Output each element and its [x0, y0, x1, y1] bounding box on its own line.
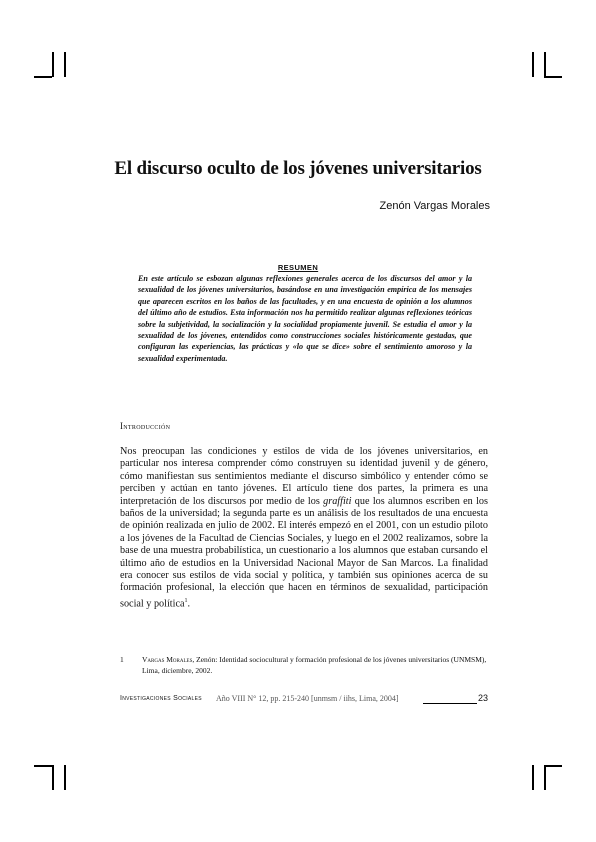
- crop-mark-bottom-left-v: [52, 765, 54, 790]
- crop-mark-bottom-left-v2: [64, 765, 66, 790]
- journal-citation: Año VIII N° 12, pp. 215-240 [unmsm / iihs, Lima, 2004]: [216, 694, 399, 703]
- crop-mark-bottom-right-h: [544, 765, 562, 767]
- abstract-text: En este artículo se esbozan algunas reflexiones generales acerca de los discursos del amor y la sexualidad de los jóvenes universitarios, basándose en una investigación empírica de los mensajes que aparecen escritos en los baños de las facultades, y en una encuesta de opinión a los alumnos del último año de estudios. Esta información nos ha permitido realizar algunas reflexiones teóricas sobre la subjetividad, la socialización y la socialidad propiamente juvenil. Se estudia el amor y la sexualidad de los jóvenes, entendidos como construcciones sociales históricamente gestadas, que configuran las experiencias, las prácticas y «lo que se dice» sobre el sentimiento amoroso y la sexualidad experimentada.: [138, 274, 472, 363]
- article-title: El discurso oculto de los jóvenes universitarios: [114, 158, 482, 179]
- footnote: [120, 655, 490, 676]
- abstract-heading: RESUMEN: [277, 263, 319, 272]
- body-text-continued: que los alumnos escriben en los baños de la universidad; la segunda parte es un análisis de los resultados de una encuesta de opinión realizada en julio de 2002. El interés empezó en el 2001, con un estudio piloto a los jóvenes de la Facultad de Ciencias Sociales, y luego en el 2002 realizamos, sobre la base de una muestra probabilística, un cuestionario a los alumnos que estaban cursando el último año de estudios en la Universidad Nacional Mayor de San Marcos. La finalidad era conocer sus estilos de vida social y política, y también sus opiniones acerca de su formación profesional, la elección que hacen en términos de sexualidad, participación social y política: [120, 495, 488, 610]
- crop-mark-bottom-left-h: [34, 765, 52, 767]
- article-author: Zenón Vargas Morales: [379, 200, 490, 212]
- footnote-body: , Zenón: Identidad sociocultural y formación profesional de los jóvenes universitarios (UNMSM), Lima, diciembre, 2002.: [142, 655, 487, 675]
- footnote-number: 1: [120, 655, 124, 664]
- crop-mark-top-right-h: [544, 76, 562, 78]
- crop-mark-top-left-h: [34, 76, 52, 78]
- crop-mark-bottom-right-v2: [544, 765, 546, 790]
- page-footer: [120, 693, 488, 707]
- crop-mark-top-left-v2: [64, 52, 66, 77]
- crop-mark-top-left-v: [52, 52, 54, 77]
- crop-mark-top-right-v: [532, 52, 534, 77]
- section-heading-introduccion: Introducción: [120, 421, 171, 431]
- body-paragraph: [120, 446, 488, 611]
- footnote-author: Vargas Morales: [142, 655, 193, 664]
- body-text-start: Nos preocupan las condiciones y estilos de vida de los jóvenes universitarios, en particular nos interesa comprender cómo construyen su identidad juvenil y de género, cómo manifiestan sus sentimientos mediante el discurso simbólico y entender cómo se perciben y actúan en tanto jóvenes. El artículo tiene dos partes, la primera es una interpretación de los discursos por medio de los: [120, 446, 488, 507]
- crop-mark-bottom-right-v: [532, 765, 534, 790]
- footnote-text: [142, 655, 490, 676]
- footnote-reference[interactable]: 1: [184, 597, 188, 604]
- page-number: 23: [477, 693, 488, 703]
- body-text-italic: graffiti: [323, 495, 352, 507]
- footer-rule: [423, 703, 477, 704]
- crop-mark-top-right-v2: [544, 52, 546, 77]
- body-text-end: .: [187, 598, 191, 610]
- journal-name: Investigaciones Sociales: [120, 695, 202, 702]
